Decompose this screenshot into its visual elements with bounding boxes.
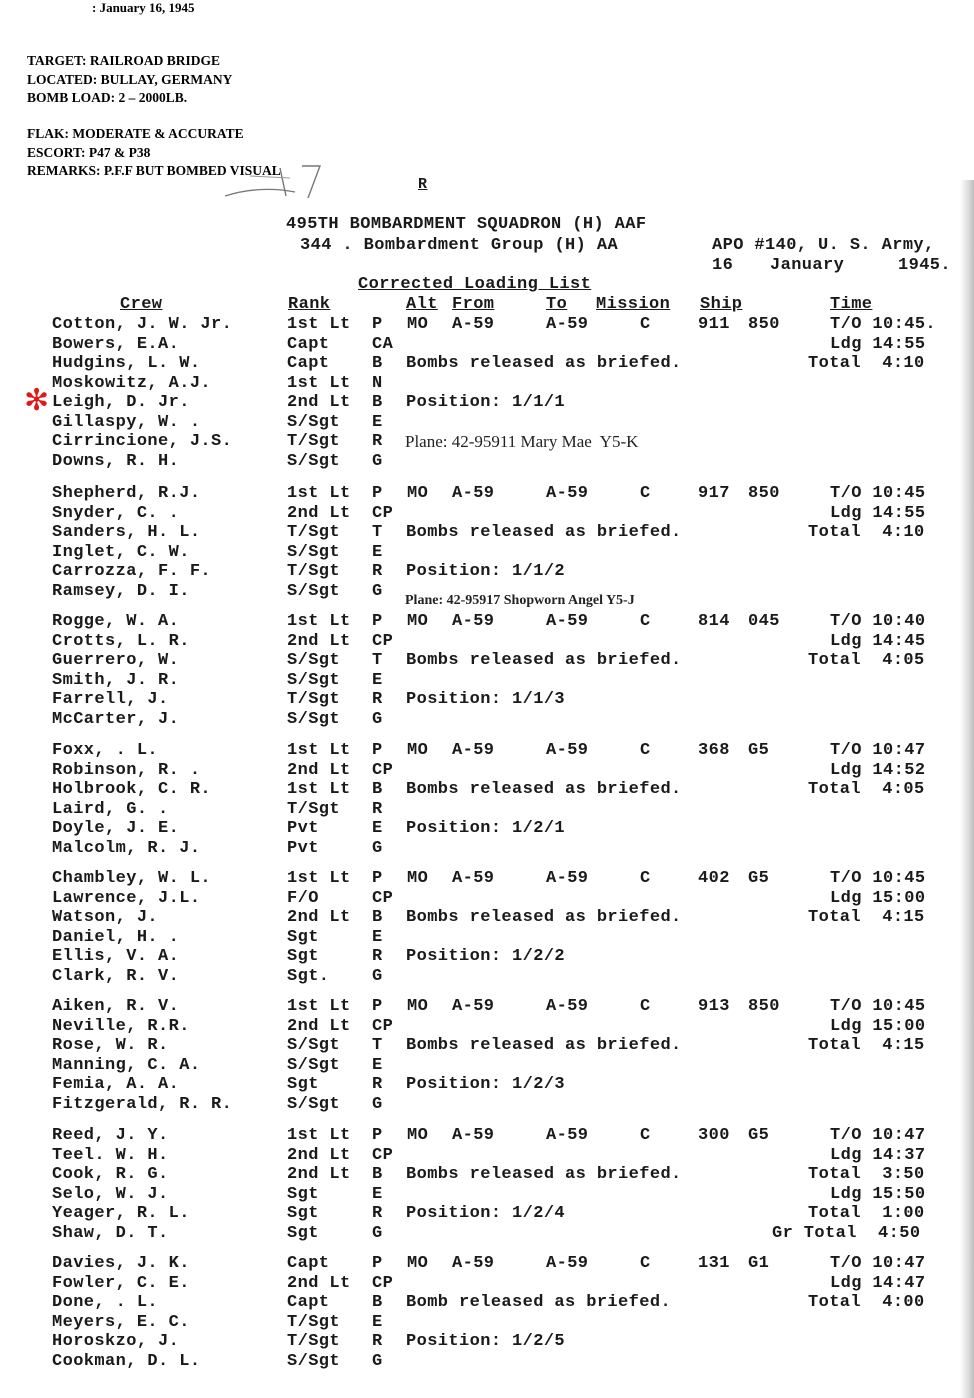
col-rank: Rank [288,295,331,314]
mission-to: A-59 [546,315,589,334]
crew-member-position: P [372,484,383,503]
landing-time-2: Ldg 15:50 [830,1184,926,1204]
mission-code: C [640,1126,651,1145]
crew-member-name: Laird, G. . [52,799,169,819]
landing-time: Ldg 15:00 [830,888,926,908]
formation-position: Position: 1/2/5 [406,1332,566,1351]
crew-member-name: Davies, J. K. [52,1254,190,1273]
crew-member-rank: 1st Lt [287,1126,351,1145]
crew-member-name: Doyle, J. E. [52,819,180,838]
crew-member-name: Cookman, D. L. [52,1351,201,1371]
mission-altitude: MO [407,741,429,760]
squadron-heading: 495TH BOMBARDMENT SQUADRON (H) AAF [286,215,647,234]
remarks-line: REMARKS: P.F.F BUT BOMBED VISUAL [27,163,281,178]
crew-member-position: R [372,947,383,966]
crew-member-rank: S/Sgt [287,1351,341,1371]
crew-member-position: B [372,393,383,412]
col-to: To [546,295,568,314]
formation-position: Position: 1/1/1 [406,393,566,412]
crew-member-position: B [372,908,383,927]
crew-member-rank: Capt [287,334,330,354]
crew-member-name: Manning, C. A. [52,1055,201,1075]
crew-member-rank: 2nd Lt [287,760,351,780]
crew-member-position: E [372,412,383,432]
crew-member-name: Ellis, V. A. [52,947,180,966]
crew-member-name: Carrozza, F. F. [52,562,212,581]
crew-member-rank: T/Sgt [287,1332,341,1351]
mission-code: C [640,741,651,760]
crew-member-position: CP [372,631,394,651]
crew-member-name: Smith, J. R. [52,670,180,690]
landing-time: Ldg 14:47 [830,1273,926,1293]
mission-to: A-59 [546,484,589,503]
crew-member-rank: Sgt [287,1223,319,1243]
crew-member-position: B [372,1165,383,1184]
mission-code: C [640,1254,651,1273]
escort-line: ESCORT: P47 & P38 [27,145,151,160]
crew-member-position: E [372,1184,383,1204]
crew-member-name: Daniel, H. . [52,927,180,947]
crew-member-rank: S/Sgt [287,1094,341,1114]
crew-member-rank: T/Sgt [287,523,341,542]
crew-member-rank: S/Sgt [287,581,341,601]
crew-member-name: Hudgins, L. W. [52,354,201,373]
mission-altitude: MO [407,1254,429,1273]
scan-edge-shadow [960,180,974,1398]
crew-member-position: P [372,315,383,334]
crew-member-position: R [372,799,383,819]
mission-remark: Bomb released as briefed. [406,1293,672,1312]
crew-member-position: R [372,562,383,581]
crew-member-name: Foxx, . L. [52,741,159,760]
crew-member-position: T [372,1036,383,1055]
plane-note: Plane: 42-95911 Mary Mae Y5-K [405,432,639,451]
crew-member-position: E [372,819,383,838]
crew-member-name: Gillaspy, W. . [52,412,201,432]
crew-member-name: Inglet, C. W. [52,542,190,562]
total-time: Total 4:15 [808,1036,925,1055]
crew-member-rank: Sgt [287,1184,319,1204]
crew-member-name: Meyers, E. C. [52,1312,190,1332]
crew-member-rank: Capt [287,354,330,373]
crew-member-position: P [372,869,383,888]
crew-member-position: G [372,838,383,858]
crew-member-name: Rose, W. R. [52,1036,169,1055]
mission-remark: Bombs released as briefed. [406,651,682,670]
crew-member-rank: S/Sgt [287,1055,341,1075]
crew-member-rank: 2nd Lt [287,1145,351,1165]
crew-member-name: Holbrook, C. R. [52,780,212,799]
crew-member-rank: T/Sgt [287,799,341,819]
mission-from: A-59 [452,612,495,631]
crew-member-rank: 1st Lt [287,484,351,503]
mission-code: C [640,997,651,1016]
crew-member-position: G [372,451,383,471]
takeoff-time: T/O 10:45 [830,484,926,503]
crew-member-rank: F/O [287,888,319,908]
crew-member-rank: 2nd Lt [287,1016,351,1036]
crew-member-name: Femia, A. A. [52,1075,180,1094]
crew-member-position: N [372,373,383,393]
crew-member-name: Reed, J. Y. [52,1126,169,1145]
crew-member-rank: 1st Lt [287,315,351,334]
crew-member-name: Malcolm, R. J. [52,838,201,858]
crew-member-name: Clark, R. V. [52,966,180,986]
crew-member-name: Neville, R.R. [52,1016,190,1036]
total-time: Total 4:10 [808,354,925,373]
crew-member-rank: S/Sgt [287,1036,341,1055]
mission-from: A-59 [452,997,495,1016]
crew-member-rank: 1st Lt [287,741,351,760]
landing-time: Ldg 14:52 [830,760,926,780]
crew-member-rank: 1st Lt [287,373,351,393]
crew-member-position: P [372,741,383,760]
crew-member-name: Selo, W. J. [52,1184,169,1204]
mission-remark: Bombs released as briefed. [406,523,682,542]
crew-member-position: R [372,1332,383,1351]
crew-member-position: E [372,1312,383,1332]
crew-member-rank: S/Sgt [287,451,341,471]
crew-member-rank: 2nd Lt [287,631,351,651]
crew-member-name: Cotton, J. W. Jr. [52,315,233,334]
mission-from: A-59 [452,1126,495,1145]
crew-member-name: Sanders, H. L. [52,523,201,542]
landing-time: Ldg 14:45 [830,631,926,651]
mission-remark: Bombs released as briefed. [406,354,682,373]
total-time-2: Total 1:00 [808,1204,925,1223]
crew-member-rank: Capt [287,1293,330,1312]
crew-member-rank: T/Sgt [287,690,341,709]
crew-member-rank: Pvt [287,838,319,858]
takeoff-time: T/O 10:47 [830,1254,926,1273]
col-from: From [452,295,495,314]
ship-number: 131 [698,1254,730,1273]
doc-title: Corrected Loading List [358,275,592,294]
ship-code: 850 [748,997,780,1016]
crew-member-name: Snyder, C. . [52,503,180,523]
crew-member-position: B [372,354,383,373]
landing-time: Ldg 15:00 [830,1016,926,1036]
crew-member-name: Teel. W. H. [52,1145,169,1165]
col-time: Time [830,295,873,314]
takeoff-time: T/O 10:47 [830,741,926,760]
takeoff-time: T/O 10:45 [830,869,926,888]
crew-member-rank: Sgt [287,1075,319,1094]
crew-member-position: E [372,542,383,562]
crew-member-name: Watson, J. [52,908,159,927]
crew-member-position: P [372,1254,383,1273]
apo-heading: APO #140, U. S. Army, [712,236,935,255]
col-ship: Ship [700,295,743,314]
asterisk-icon: ✻ [24,383,50,418]
ship-code: G5 [748,741,770,760]
takeoff-time: T/O 10:45. [830,315,937,334]
ship-number: 368 [698,741,730,760]
crew-member-rank: S/Sgt [287,670,341,690]
crew-member-position: CP [372,888,394,908]
crew-member-rank: T/Sgt [287,432,341,451]
crew-member-name: Ramsey, D. I. [52,581,190,601]
ship-code: 850 [748,315,780,334]
crew-member-position: CA [372,334,394,354]
mission-altitude: MO [407,484,429,503]
crew-member-position: R [372,432,383,451]
mission-altitude: MO [407,315,429,334]
crew-member-rank: 2nd Lt [287,393,351,412]
col-alt: Alt [406,295,438,314]
mission-code: C [640,612,651,631]
takeoff-time: T/O 10:47 [830,1126,926,1145]
crew-member-rank: T/Sgt [287,562,341,581]
crew-member-rank: T/Sgt [287,1312,341,1332]
total-time: Total 4:00 [808,1293,925,1312]
crew-member-position: CP [372,1145,394,1165]
crew-member-position: P [372,997,383,1016]
total-time: Total 4:10 [808,523,925,542]
total-time: Total 4:15 [808,908,925,927]
crew-member-rank: Sgt [287,927,319,947]
crew-member-rank: S/Sgt [287,542,341,562]
ship-code: 850 [748,484,780,503]
crew-member-name: Shepherd, R.J. [52,484,201,503]
ship-number: 917 [698,484,730,503]
crew-member-position: G [372,1351,383,1371]
crew-member-position: B [372,1293,383,1312]
crew-member-rank: 2nd Lt [287,1273,351,1293]
crew-member-name: Cook, R. G. [52,1165,169,1184]
formation-position: Position: 1/2/4 [406,1204,566,1223]
crew-member-position: E [372,670,383,690]
ship-code: 045 [748,612,780,631]
ship-code: G5 [748,869,770,888]
crew-member-position: G [372,1223,383,1243]
formation-position: Position: 1/1/3 [406,690,566,709]
bomb-load-line: BOMB LOAD: 2 – 2000LB. [27,90,188,105]
crew-member-name: Bowers, E.A. [52,334,180,354]
crew-member-name: Robinson, R. . [52,760,201,780]
crew-member-name: Shaw, D. T. [52,1223,169,1243]
mission-remark: Bombs released as briefed. [406,1036,682,1055]
mission-code: C [640,869,651,888]
crew-member-name: Farrell, J. [52,690,169,709]
mission-remark: Bombs released as briefed. [406,908,682,927]
crew-member-position: G [372,709,383,729]
mission-to: A-59 [546,612,589,631]
mission-remark: Bombs released as briefed. [406,780,682,799]
takeoff-time: T/O 10:40 [830,612,926,631]
group-heading: 344 . Bombardment Group (H) AA [300,236,619,255]
report-date: : January 16, 1945 [92,0,195,15]
mission-altitude: MO [407,612,429,631]
landing-time: Ldg 14:37 [830,1145,926,1165]
mission-altitude: MO [407,1126,429,1145]
total-time: Total 4:05 [808,780,925,799]
landing-time: Ldg 14:55 [830,503,926,523]
crew-member-rank: 1st Lt [287,612,351,631]
mission-from: A-59 [452,869,495,888]
ship-code: G1 [748,1254,770,1273]
ship-number: 911 [698,315,730,334]
target-line: TARGET: RAILROAD BRIDGE [27,53,221,68]
crew-member-name: Leigh, D. Jr. [52,393,190,412]
crew-member-position: R [372,1204,383,1223]
mission-to: A-59 [546,1254,589,1273]
formation-position: Position: 1/2/3 [406,1075,566,1094]
mission-from: A-59 [452,484,495,503]
ship-number: 300 [698,1126,730,1145]
crew-member-rank: 2nd Lt [287,908,351,927]
handwritten-mark [220,158,340,203]
crew-member-name: Fowler, C. E. [52,1273,190,1293]
crew-member-rank: 2nd Lt [287,503,351,523]
col-crew: Crew [120,295,163,314]
ship-number: 814 [698,612,730,631]
crew-member-position: R [372,690,383,709]
crew-member-name: Horoskzo, J. [52,1332,180,1351]
doc-date-year: 1945. [898,256,952,275]
crew-member-position: E [372,1055,383,1075]
mission-to: A-59 [546,869,589,888]
crew-member-position: CP [372,503,394,523]
grand-total-time: Gr Total 4:50 [772,1223,921,1243]
crew-member-rank: 2nd Lt [287,1165,351,1184]
crew-member-rank: Sgt. [287,966,330,986]
crew-member-position: T [372,523,383,542]
mission-code: C [640,484,651,503]
crew-member-position: CP [372,760,394,780]
crew-member-position: T [372,651,383,670]
ship-number: 913 [698,997,730,1016]
ship-code: G5 [748,1126,770,1145]
crew-member-name: Guerrero, W. [52,651,180,670]
crew-member-rank: 1st Lt [287,869,351,888]
crew-member-name: Yeager, R. L. [52,1204,190,1223]
classification-mark: R [418,176,428,193]
landing-time: Ldg 14:55 [830,334,926,354]
flak-line: FLAK: MODERATE & ACCURATE [27,126,244,141]
crew-member-position: G [372,966,383,986]
crew-member-rank: Pvt [287,819,319,838]
crew-member-rank: S/Sgt [287,412,341,432]
crew-member-name: Done, . L. [52,1293,159,1312]
formation-position: Position: 1/2/2 [406,947,566,966]
crew-member-position: R [372,1075,383,1094]
crew-member-name: Rogge, W. A. [52,612,180,631]
total-time: Total 4:05 [808,651,925,670]
mission-to: A-59 [546,741,589,760]
crew-member-rank: Sgt [287,947,319,966]
total-time: Total 3:50 [808,1165,925,1184]
crew-member-position: G [372,581,383,601]
plane-note: Plane: 42-95917 Shopworn Angel Y5-J [405,593,635,608]
mission-to: A-59 [546,997,589,1016]
formation-position: Position: 1/2/1 [406,819,566,838]
crew-member-name: Moskowitz, A.J. [52,373,212,393]
mission-code: C [640,315,651,334]
crew-member-name: Chambley, W. L. [52,869,212,888]
mission-to: A-59 [546,1126,589,1145]
formation-position: Position: 1/1/2 [406,562,566,581]
mission-altitude: MO [407,997,429,1016]
crew-member-rank: S/Sgt [287,651,341,670]
crew-member-name: Crotts, L. R. [52,631,190,651]
mission-from: A-59 [452,315,495,334]
located-line: LOCATED: BULLAY, GERMANY [27,72,233,87]
mission-from: A-59 [452,741,495,760]
crew-member-rank: Sgt [287,1204,319,1223]
mission-remark: Bombs released as briefed. [406,1165,682,1184]
ship-number: 402 [698,869,730,888]
crew-member-name: McCarter, J. [52,709,180,729]
crew-member-rank: 1st Lt [287,997,351,1016]
crew-member-rank: 1st Lt [287,780,351,799]
crew-member-rank: Capt [287,1254,330,1273]
crew-member-position: P [372,612,383,631]
mission-altitude: MO [407,869,429,888]
crew-member-position: E [372,927,383,947]
crew-member-name: Cirrincione, J.S. [52,432,233,451]
crew-member-position: CP [372,1273,394,1293]
crew-member-position: G [372,1094,383,1114]
crew-member-rank: S/Sgt [287,709,341,729]
crew-member-name: Downs, R. H. [52,451,180,471]
crew-member-position: P [372,1126,383,1145]
doc-date-day: 16 [712,256,734,275]
crew-member-name: Fitzgerald, R. R. [52,1094,233,1114]
crew-member-name: Lawrence, J.L. [52,888,201,908]
crew-member-position: B [372,780,383,799]
col-mission: Mission [596,295,671,314]
doc-date-month: January [770,256,845,275]
mission-from: A-59 [452,1254,495,1273]
takeoff-time: T/O 10:45 [830,997,926,1016]
crew-member-position: CP [372,1016,394,1036]
crew-member-name: Aiken, R. V. [52,997,180,1016]
